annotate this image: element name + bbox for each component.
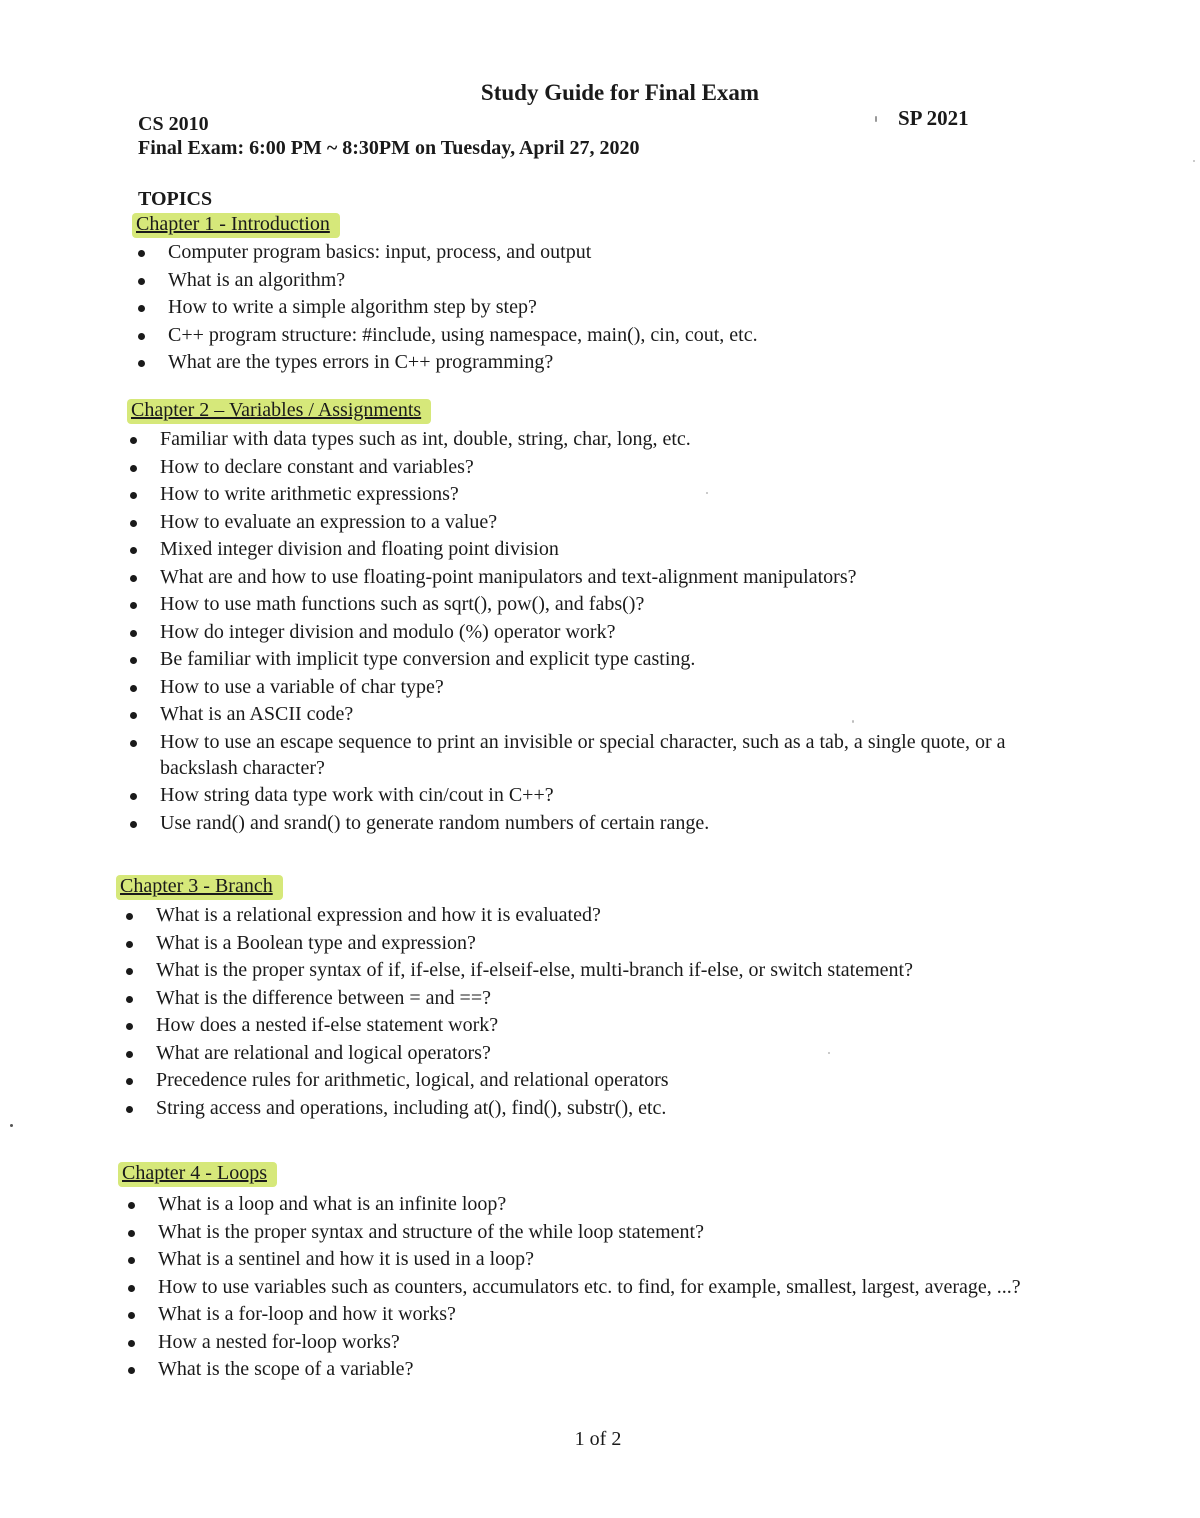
bullet-icon <box>138 305 145 312</box>
list-item: How to write a simple algorithm step by step? <box>168 294 1068 320</box>
bullet-icon <box>130 793 137 800</box>
bullet-icon <box>126 1051 133 1058</box>
list-item: Mixed integer division and floating point division <box>160 536 1070 562</box>
list-item: What is an ASCII code? <box>160 701 1070 727</box>
scan-speck <box>875 116 877 122</box>
bullet-icon <box>126 996 133 1003</box>
bullet-icon <box>128 1285 135 1292</box>
bullet-icon <box>126 1106 133 1113</box>
bullet-icon <box>128 1202 135 1209</box>
chapter-1-heading: Chapter 1 - Introduction <box>132 213 340 238</box>
list-item: What is a sentinel and how it is used in a loop? <box>158 1246 1068 1272</box>
list-item: What is an algorithm? <box>168 267 1068 293</box>
bullet-icon <box>138 278 145 285</box>
list-item: How to use a variable of char type? <box>160 674 1070 700</box>
list-item: How do integer division and modulo (%) operator work? <box>160 619 1070 645</box>
list-item: What are and how to use floating-point manipulators and text-alignment manipulators? <box>160 564 1070 590</box>
list-item: How to use math functions such as sqrt(), pow(), and fabs()? <box>160 591 1070 617</box>
bullet-icon <box>126 1023 133 1030</box>
list-item: How string data type work with cin/cout in C++? <box>160 782 1070 808</box>
bullet-icon <box>126 1078 133 1085</box>
list-item: What is the proper syntax of if, if-else, if-elseif-else, multi-branch if-else, or switch statement? <box>156 957 1076 983</box>
bullet-icon <box>128 1340 135 1347</box>
list-item: What is the difference between = and ==? <box>156 985 1076 1011</box>
page-title: Study Guide for Final Exam <box>480 80 760 105</box>
bullet-icon <box>130 712 137 719</box>
chapter-3-heading: Chapter 3 - Branch <box>116 875 283 900</box>
list-item: What is a for-loop and how it works? <box>158 1301 1068 1327</box>
topics-label: TOPICS <box>138 188 213 210</box>
list-item: What is the scope of a variable? <box>158 1356 1068 1382</box>
scan-speck <box>852 720 854 723</box>
list-item: String access and operations, including at(), find(), substr(), etc. <box>156 1095 1076 1121</box>
list-item: C++ program structure: #include, using namespace, main(), cin, cout, etc. <box>168 322 1068 348</box>
chapter-2-heading: Chapter 2 – Variables / Assignments <box>127 399 431 424</box>
bullet-icon <box>126 913 133 920</box>
list-item: How to write arithmetic expressions? <box>160 481 1070 507</box>
bullet-icon <box>126 941 133 948</box>
page-number: 1 of 2 <box>574 1428 622 1450</box>
list-item: Be familiar with implicit type conversion and explicit type casting. <box>160 646 1070 672</box>
bullet-icon <box>138 333 145 340</box>
chapter-2-topic-list <box>160 426 1070 837</box>
bullet-icon <box>130 520 137 527</box>
bullet-icon <box>130 821 137 828</box>
list-item: What are the types errors in C++ programming? <box>168 349 1068 375</box>
bullet-icon <box>128 1257 135 1264</box>
list-item: How to use an escape sequence to print an invisible or special character, such as a tab, a single quote, or a backslash character? <box>160 729 1070 781</box>
list-item: What is the proper syntax and structure of the while loop statement? <box>158 1219 1068 1245</box>
bullet-icon <box>130 437 137 444</box>
bullet-icon <box>128 1230 135 1237</box>
bullet-icon <box>130 740 137 747</box>
exam-schedule: Final Exam: 6:00 PM ~ 8:30PM on Tuesday, April 27, 2020 <box>138 137 640 159</box>
scan-speck <box>828 1052 830 1054</box>
list-item: Precedence rules for arithmetic, logical, and relational operators <box>156 1067 1076 1093</box>
scan-speck <box>10 1124 13 1127</box>
bullet-icon <box>130 685 137 692</box>
list-item: Familiar with data types such as int, double, string, char, long, etc. <box>160 426 1070 452</box>
list-item: How to use variables such as counters, accumulators etc. to find, for example, smallest, largest, average, ...? <box>158 1274 1068 1300</box>
list-item: How to evaluate an expression to a value? <box>160 509 1070 535</box>
list-item: How a nested for-loop works? <box>158 1329 1068 1355</box>
list-item: How does a nested if-else statement work? <box>156 1012 1076 1038</box>
chapter-4-heading: Chapter 4 - Loops <box>118 1162 277 1187</box>
chapter-3-topic-list <box>156 902 1076 1122</box>
list-item: What are relational and logical operators? <box>156 1040 1076 1066</box>
bullet-icon <box>130 492 137 499</box>
course-code: CS 2010 <box>138 113 209 135</box>
scan-speck <box>706 492 708 494</box>
bullet-icon <box>138 250 145 257</box>
bullet-icon <box>138 360 145 367</box>
bullet-icon <box>130 602 137 609</box>
list-item: What is a Boolean type and expression? <box>156 930 1076 956</box>
bullet-icon <box>130 630 137 637</box>
term-label: SP 2021 <box>898 106 969 130</box>
chapter-4-topic-list <box>158 1191 1068 1384</box>
bullet-icon <box>128 1367 135 1374</box>
bullet-icon <box>130 575 137 582</box>
bullet-icon <box>128 1312 135 1319</box>
list-item: Use rand() and srand() to generate random numbers of certain range. <box>160 810 1070 836</box>
bullet-icon <box>130 465 137 472</box>
list-item: Computer program basics: input, process, and output <box>168 239 1068 265</box>
chapter-1-topic-list <box>168 239 1068 377</box>
bullet-icon <box>130 657 137 664</box>
list-item: What is a loop and what is an infinite loop? <box>158 1191 1068 1217</box>
bullet-icon <box>130 547 137 554</box>
list-item: How to declare constant and variables? <box>160 454 1070 480</box>
bullet-icon <box>126 968 133 975</box>
scan-speck <box>1193 160 1195 162</box>
list-item: What is a relational expression and how it is evaluated? <box>156 902 1076 928</box>
